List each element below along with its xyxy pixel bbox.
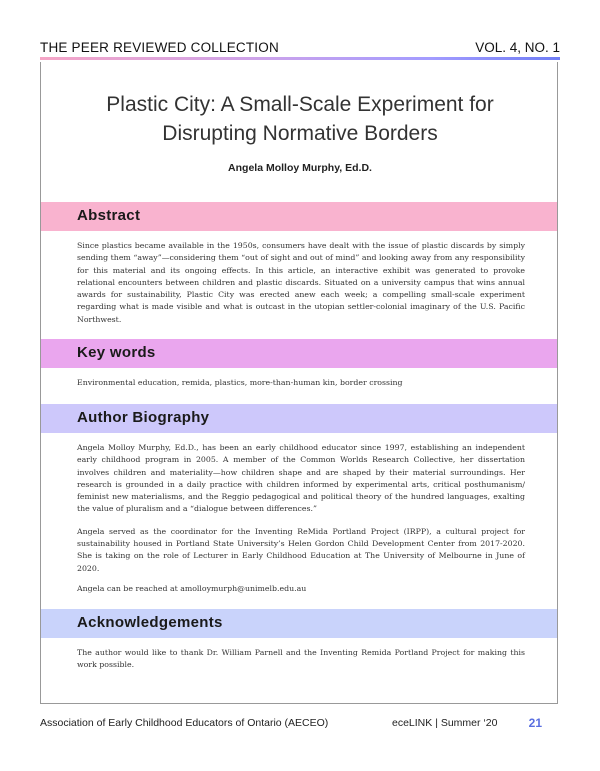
running-header [40, 40, 560, 58]
publication-issue: eceLINK | Summer ‘20 [392, 717, 498, 729]
abstract-heading-band [41, 202, 557, 231]
biography-paragraph-1: Angela Molloy Murphy, Ed.D., has been an early childhood educator since 1997, establishing an independent early childhood program in 2005. A member of the Common Worlds Research Collective, her dissertation involves children and materiality—how children shape and are shaped by their material surroundings. Her research is grounded in a daily practice with children informed by experimental arts, critical posthumanism/ feminist new materialisms, and the Reggio pedagogical and political theory of the hundred languages, exalting the value of pluralism and a “dialogue between differences.” [77, 443, 525, 514]
biography-heading: Author Biography [77, 409, 210, 426]
header-rule [40, 57, 560, 60]
abstract-body [77, 240, 525, 326]
keywords-heading: Key words [77, 344, 156, 361]
keywords-heading-band [41, 339, 557, 368]
abstract-heading: Abstract [77, 207, 141, 224]
keywords-text: Environmental education, remida, plastics, more-than-human kin, border crossing [77, 378, 403, 387]
keywords-body [77, 377, 525, 389]
collection-title: THE PEER REVIEWED COLLECTION [40, 40, 279, 55]
abstract-text: Since plastics became available in the 1950s, consumers have dealt with the issue of plastic discards by simply sending them “away”—considering them “out of sight and out of mind” and looking away from any responsibility for this material and its ongoing effects. In this article, an interactive exhibit was generated to provoke relational encounters between children and plastic discards. Situated on a university campus that wins annual awards for sustainability, Plastic City was erected anew each week; a compelling small-scale experiment regarding what is made visible and what is outcast in the utopian settler-colonial imaginary of the U.S. Pacific Northwest. [77, 241, 525, 324]
article-title-line-1: Plastic City: A Small-Scale Experiment for [106, 93, 494, 116]
biography-heading-band [41, 404, 557, 433]
page-number: 21 [528, 716, 542, 730]
biography-body [77, 442, 525, 595]
acknowledgements-text: The author would like to thank Dr. William Parnell and the Inventing Remida Portland Project for making this work possible. [77, 648, 525, 670]
article-title [40, 90, 560, 148]
acknowledgements-body [77, 647, 525, 672]
biography-contact: Angela can be reached at amolloymurph@unimelb.edu.au [77, 583, 307, 593]
acknowledgements-heading: Acknowledgements [77, 614, 223, 631]
biography-paragraph-2: Angela served as the coordinator for the Inventing ReMida Portland Project (IRPP), a cultural project for sustainability housed in Portland State University’s Helen Gordon Child Development Center from 2017-2020. She is taking on the role of Lecturer in Early Childhood Education at The University of Melbourne in June of 2020. [77, 526, 525, 573]
acknowledgements-heading-band [41, 609, 557, 638]
volume-issue: VOL. 4, NO. 1 [475, 40, 560, 55]
association-name: Association of Early Childhood Educators of Ontario (AECEO) [40, 717, 329, 729]
article-title-line-2: Disrupting Normative Borders [162, 122, 438, 145]
article-author: Angela Molloy Murphy, Ed.D. [228, 162, 372, 174]
page-footer [40, 717, 560, 731]
